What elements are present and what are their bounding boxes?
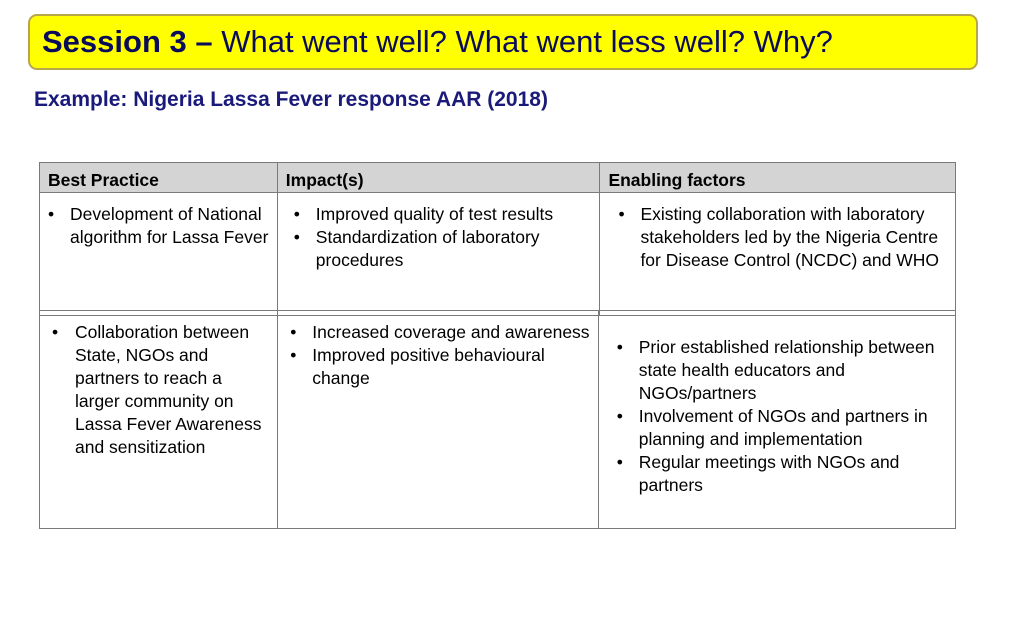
bullet-icon: • (618, 204, 625, 224)
list-item (282, 226, 594, 272)
bullet-list (282, 321, 591, 390)
best-practice-table-bottom (39, 310, 956, 529)
bullet-icon: • (48, 204, 55, 224)
list-item-text: Regular meetings with NGOs and partners (638, 452, 900, 495)
bullet-list (40, 203, 271, 249)
table-row (40, 311, 956, 529)
header-enabling-factors: Enabling factors (600, 163, 956, 193)
bullet-icon: • (52, 322, 59, 342)
bullet-icon: • (616, 452, 623, 472)
list-item-text: Prior established relationship between state health educators and NGOs/partners (638, 337, 935, 403)
list-item (607, 405, 949, 451)
table-row (40, 193, 956, 316)
cell-impacts (277, 193, 600, 316)
bullet-list (40, 321, 271, 459)
cell-enabling-factors (600, 193, 956, 316)
cell-enabling-factors (598, 311, 955, 529)
header-best-practice: Best Practice (40, 163, 278, 193)
bullet-icon: • (290, 322, 297, 342)
list-item (40, 203, 271, 249)
list-item-text: Improved quality of test results (315, 204, 554, 224)
bullet-icon: • (616, 337, 623, 357)
list-item-text: Existing collaboration with laboratory stakeholders led by the Nigeria Centre for Disease Control (NCDC) and WHO (640, 204, 939, 270)
list-item (282, 203, 594, 226)
list-item (608, 203, 949, 272)
bullet-icon: • (290, 345, 297, 365)
bullet-icon: • (616, 406, 623, 426)
slide-subtitle: Example: Nigeria Lassa Fever response AAR (2018) (34, 88, 548, 111)
list-item-text: Standardization of laboratory procedures (315, 227, 540, 270)
header-impacts: Impact(s) (277, 163, 600, 193)
list-item (282, 321, 591, 344)
slide-title (42, 24, 833, 60)
list-item (40, 321, 271, 459)
list-item-text: Involvement of NGOs and partners in planning and implementation (638, 406, 928, 449)
cell-impacts (278, 311, 598, 529)
bullet-icon: • (293, 204, 300, 224)
list-item-text: Development of National algorithm for Lassa Fever (70, 204, 269, 247)
list-item (282, 344, 591, 390)
title-session-label: Session 3 – (42, 24, 213, 59)
list-item-text: Increased coverage and awareness (312, 322, 590, 342)
best-practice-table-top (39, 162, 956, 316)
list-item (607, 336, 949, 405)
cell-best-practice (40, 193, 278, 316)
list-item-text: Collaboration between State, NGOs and partners to reach a larger community on Lassa Fever Awareness and sensitization (75, 322, 262, 457)
bullet-icon: • (293, 227, 300, 247)
bullet-list (608, 203, 949, 272)
bullet-list (607, 336, 949, 497)
cell-best-practice (40, 311, 278, 529)
list-item (607, 451, 949, 497)
title-question: What went well? What went less well? Why? (212, 24, 833, 59)
bullet-list (282, 203, 594, 272)
title-banner (28, 14, 978, 70)
table-header-row (40, 163, 956, 193)
list-item-text: Improved positive behavioural change (312, 345, 545, 388)
